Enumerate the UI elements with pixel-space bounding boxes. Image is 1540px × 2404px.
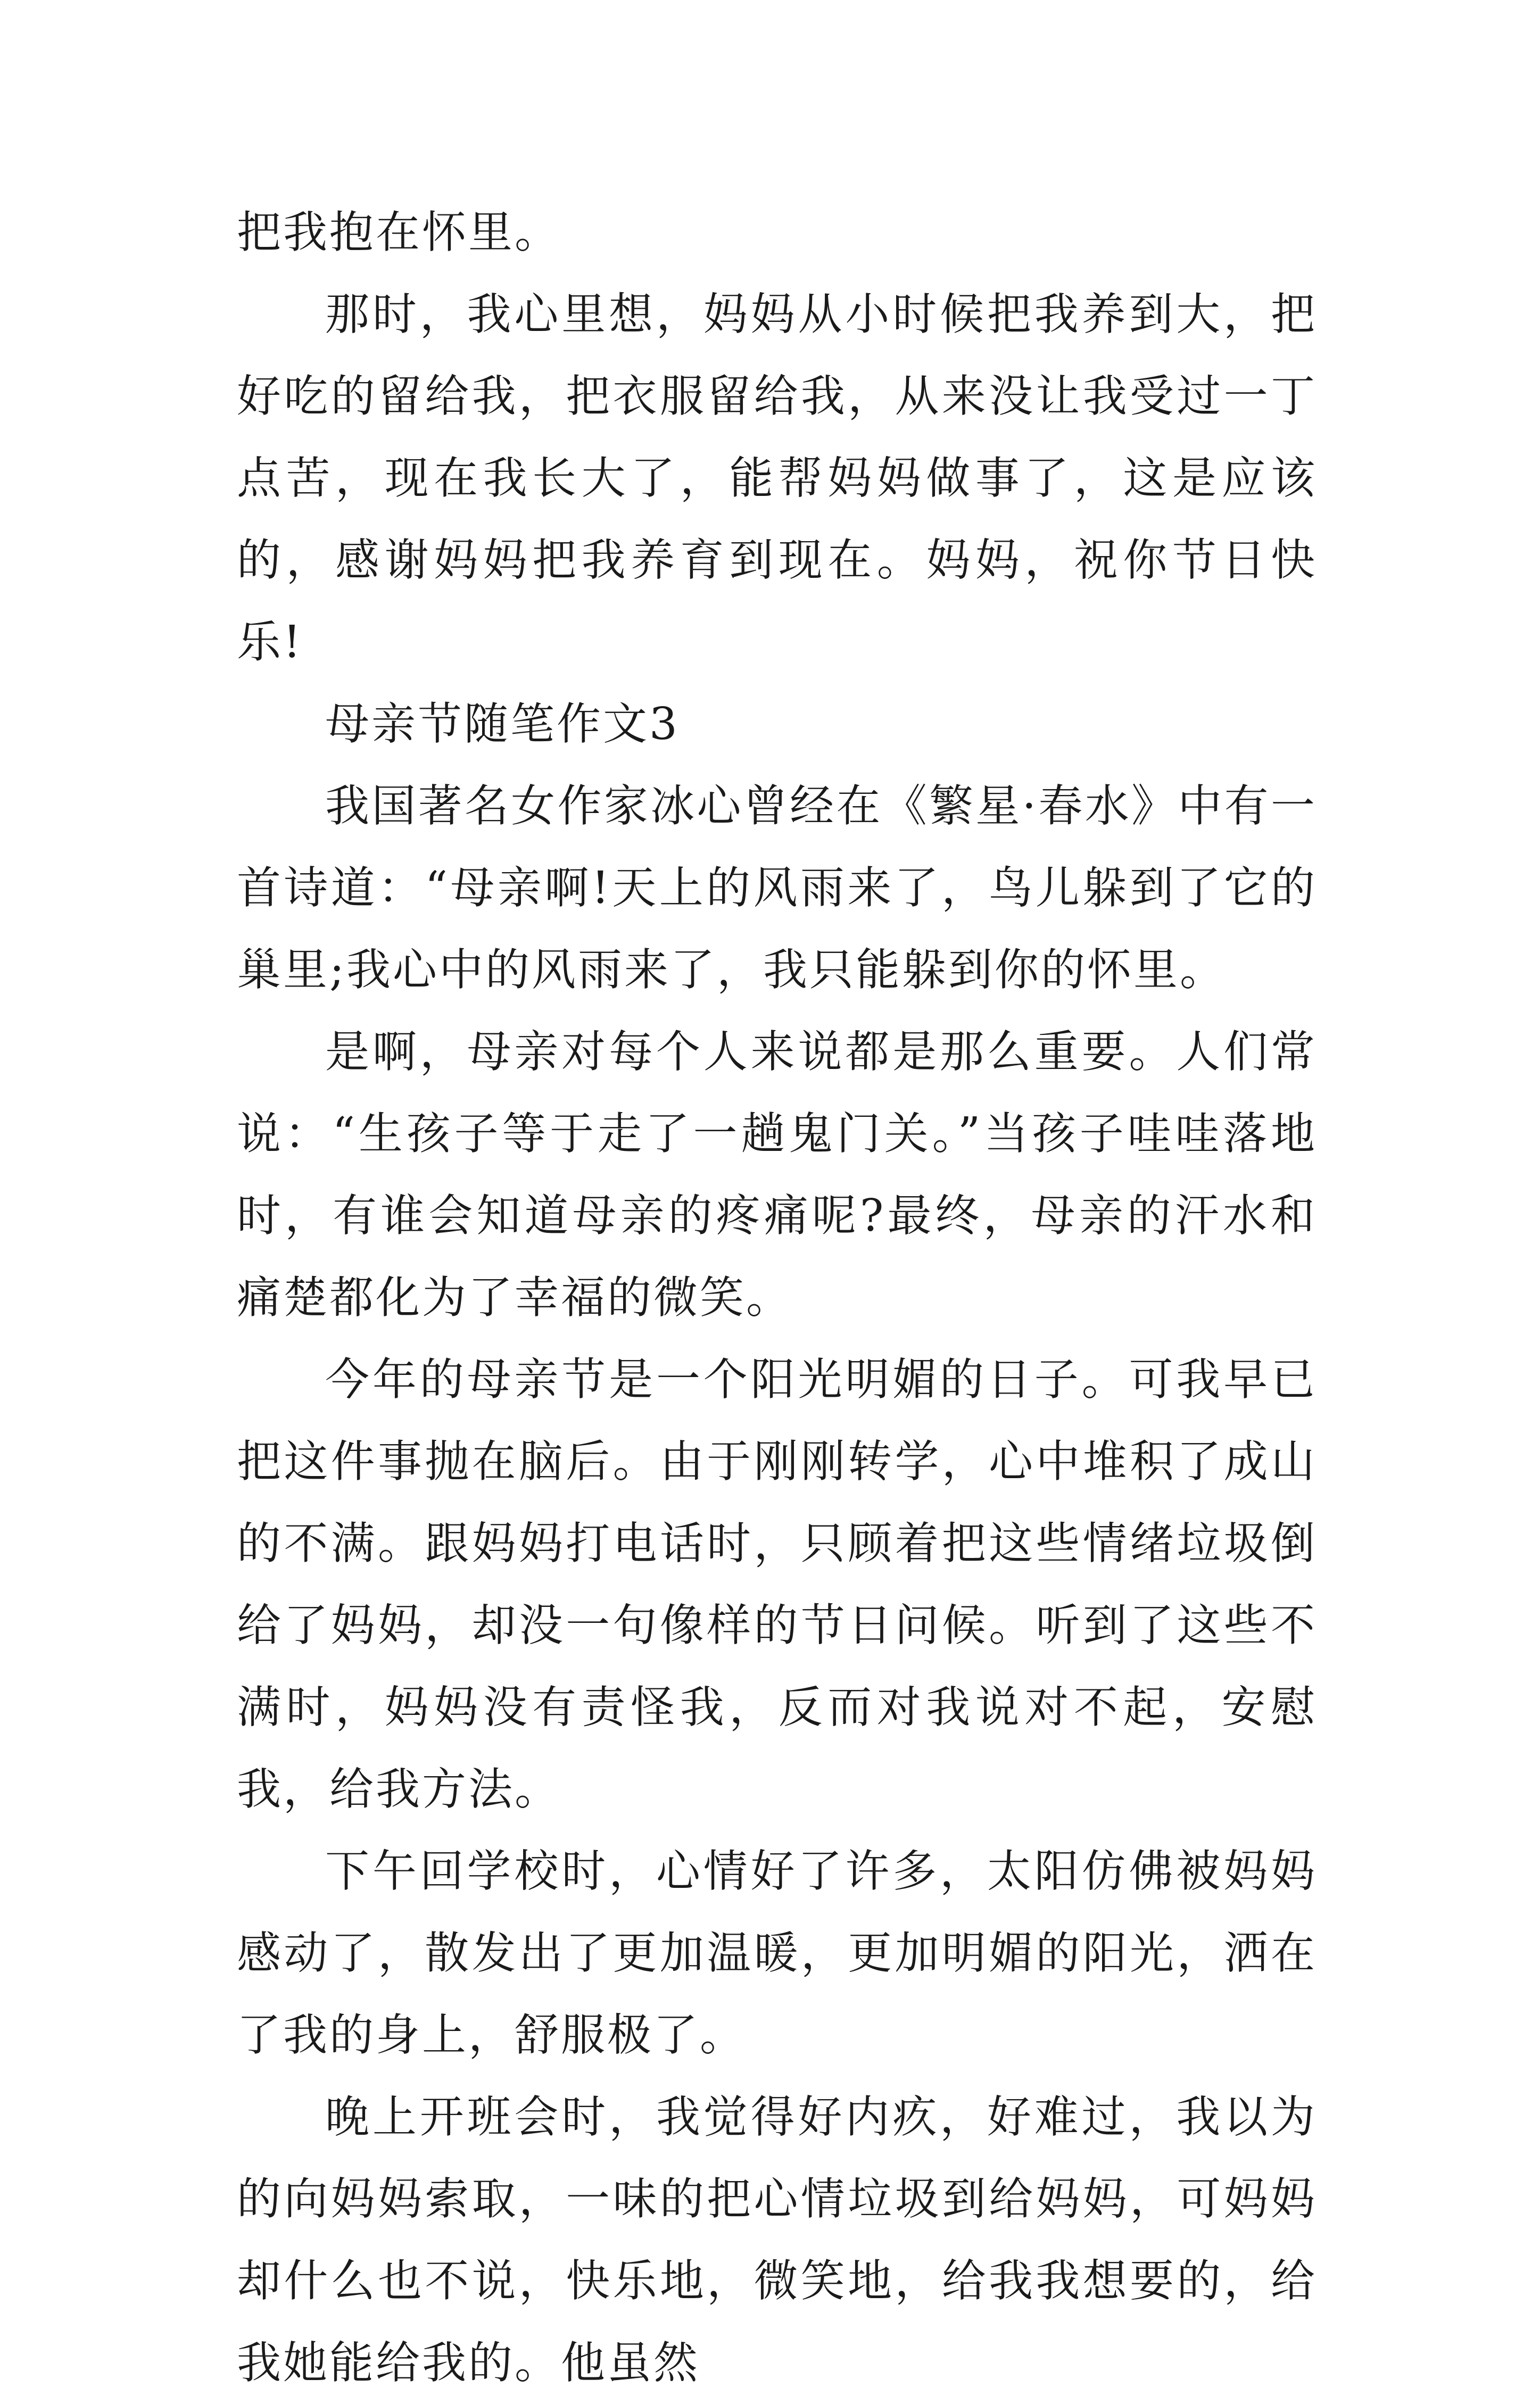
essay-heading: 母亲节随笔作文3 — [325, 698, 680, 750]
paragraph-mother-importance: 是啊，母亲对每个人来说都是那么重要。人们常说：“生孩子等于走了一趟鬼门关。”当孩子哇哇落地时，有谁会知道母亲的疼痛呢?最终，母亲的汗水和痛楚都化为了幸福的微笑。 — [237, 1026, 1317, 1323]
paragraph-afternoon: 下午回学校时，心情好了许多，太阳仿佛被妈妈感动了，散发出了更加温暖，更加明媚的阳光，洒在了我的身上，舒服极了。 — [237, 1845, 1317, 2061]
paragraph-evening: 晚上开班会时，我觉得好内疚，好难过，我以为的向妈妈索取，一味的把心情垃圾到给妈妈，可妈妈却什么也不说，快乐地，微笑地，给我我想要的，给我她能给我的。他虽然 — [237, 2091, 1317, 2389]
document-body — [237, 192, 1317, 2404]
paragraph-gratitude: 那时，我心里想，妈妈从小时候把我养到大，把好吃的留给我，把衣服留给我，从来没让我受过一丁点苦，现在我长大了，能帮妈妈做事了，这是应该的，感谢妈妈把我养育到现在。妈妈，祝你节日快乐! — [237, 288, 1317, 668]
paragraph-mothers-day: 今年的母亲节是一个阳光明媚的日子。可我早已把这件事抛在脑后。由于刚刚转学，心中堆积了成山的不满。跟妈妈打电话时，只顾着把这些情绪垃圾倒给了妈妈，却没一句像样的节日问候。听到了这些不满时，妈妈没有责怪我，反而对我说对不起，安慰我，给我方法。 — [237, 1354, 1317, 1815]
paragraph-continuation: 把我抱在怀里。 — [237, 206, 561, 258]
paragraph-bingxin-poem: 我国著名女作家冰心曾经在《繁星·春水》中有一首诗道：“母亲啊!天上的风雨来了，鸟儿躲到了它的巢里;我心中的风雨来了，我只能躲到你的怀里。 — [237, 780, 1317, 996]
